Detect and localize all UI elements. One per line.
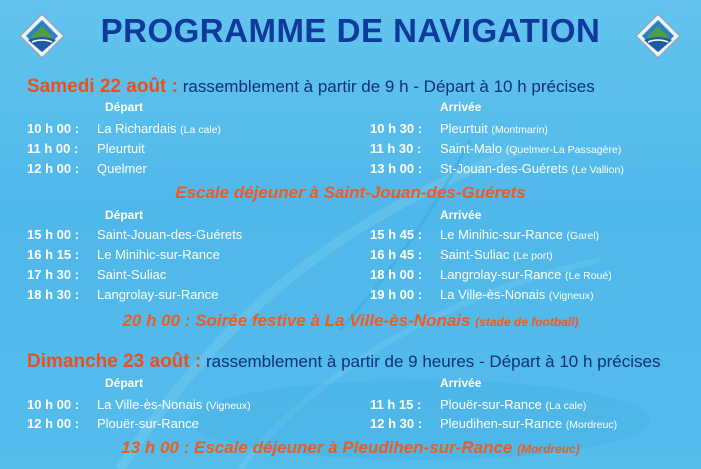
table-row: 12 h 00 : Plouër-sur-Rance	[27, 416, 199, 431]
table-row: 15 h 45 : Le Minihic-sur-Rance (Garel)	[370, 227, 600, 242]
table-row: 12 h 00 : Quelmer	[27, 161, 147, 176]
day1-evening-event	[0, 311, 701, 331]
day1-header	[27, 76, 595, 98]
day1-afternoon-arrivee-heading: Arrivée	[440, 208, 482, 222]
regional-emblem-icon	[634, 12, 682, 60]
day1-depart-heading: Départ	[105, 100, 144, 114]
table-row: 10 h 30 : Pleurtuit (Montmarin)	[370, 121, 548, 136]
table-row: 11 h 00 : Pleurtuit	[27, 141, 145, 156]
day2-info: rassemblement à partir de 9 heures - Départ à 10 h précises	[205, 352, 661, 371]
day2-date: Dimanche 23 août :	[27, 351, 202, 372]
table-row: 10 h 00 : La Richardais (La cale)	[27, 121, 221, 136]
table-row: 16 h 45 : Saint-Suliac (Le port)	[370, 247, 553, 262]
day2-arrivee-heading: Arrivée	[440, 376, 482, 390]
table-row: 15 h 00 : Saint-Jouan-des-Guérets	[27, 227, 243, 242]
day2-lunch-stop	[0, 438, 701, 458]
table-row: 17 h 30 : Saint-Suliac	[27, 267, 167, 282]
day2-lunch-main: 13 h 00 : Escale déjeuner à Pleudihen-sur-Rance	[121, 438, 513, 457]
day1-info: rassemblement à partir de 9 h - Départ à 10 h précises	[182, 77, 595, 96]
table-row: 18 h 00 : Langrolay-sur-Rance (Le Roué)	[370, 267, 612, 282]
day1-evening-main: 20 h 00 : Soirée festive à La Ville-ès-Nonais	[122, 311, 471, 330]
day1-arrivee-heading: Arrivée	[440, 100, 482, 114]
table-row: 11 h 15 : Plouër-sur-Rance (La cale)	[370, 397, 587, 412]
table-row: 10 h 00 : La Ville-ès-Nonais (Vigneux)	[27, 397, 251, 412]
table-row: 13 h 00 : St-Jouan-des-Guérets (Le Vallion)	[370, 161, 624, 176]
day1-date: Samedi 22 août :	[27, 76, 178, 97]
table-row: 12 h 30 : Pleudihen-sur-Rance (Mordreuc)	[370, 416, 618, 431]
table-row: 18 h 30 : Langrolay-sur-Rance	[27, 287, 219, 302]
page-title: PROGRAMME DE NAVIGATION	[100, 12, 601, 49]
day1-evening-note: (stade de football)	[475, 315, 579, 329]
table-row: 16 h 15 : Le Minihic-sur-Rance	[27, 247, 220, 262]
day2-lunch-note: (Mordreuc)	[517, 442, 580, 456]
table-row: 19 h 00 : La Ville-ès-Nonais (Vigneux)	[370, 287, 594, 302]
day2-header	[27, 351, 660, 373]
day1-lunch-stop: Escale déjeuner à Saint-Jouan-des-Guérets	[175, 183, 526, 202]
day1-afternoon-depart-heading: Départ	[105, 208, 144, 222]
day2-depart-heading: Départ	[105, 376, 144, 390]
table-row: 11 h 30 : Saint-Malo (Quelmer-La Passagère)	[370, 141, 622, 156]
